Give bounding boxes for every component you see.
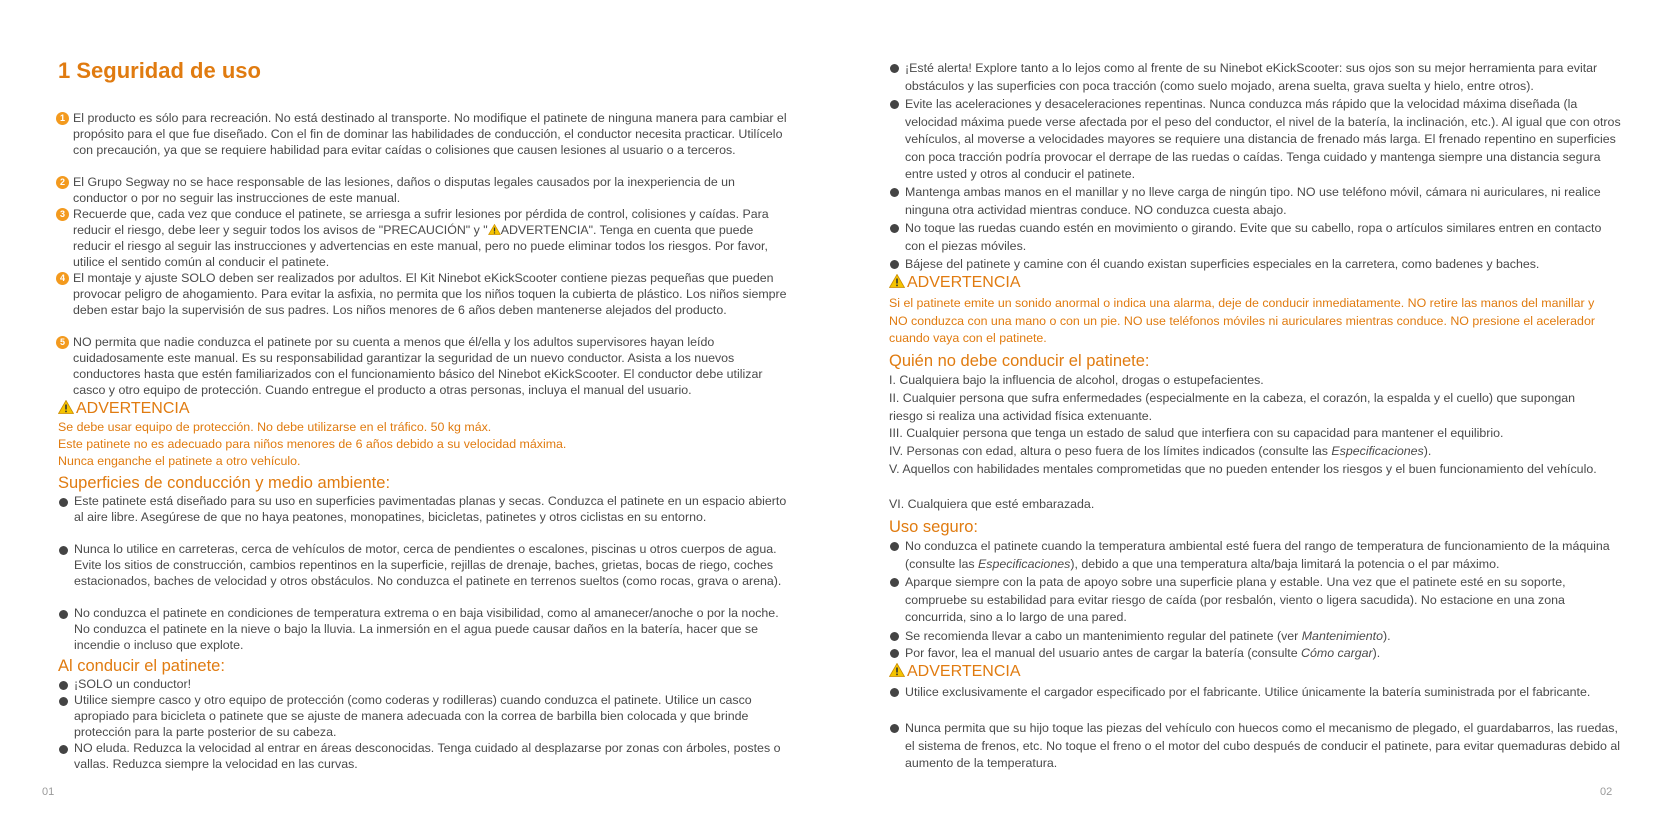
warning-label: ADVERTENCIA [907, 663, 1021, 680]
warning-heading-1 [58, 399, 190, 419]
list-item: Utilice exclusivamente el cargador especificado por el fabricante. Utilice únicamente la batería suministrada por el fabricante. [889, 684, 1623, 702]
numbered-item-5 [56, 335, 788, 399]
list-item: I. Cualquiera bajo la influencia de alcohol, drogas o estupefacientes. [889, 373, 1264, 387]
warning-triangle-icon [889, 274, 905, 288]
warning-triangle-icon [488, 224, 501, 235]
page-number-right: 02 [1600, 786, 1613, 798]
warning-label: ADVERTENCIA [76, 400, 190, 417]
list-item: Aparque siempre con la pata de apoyo sobre una superficie plana y estable. Una vez que el patinete esté en su soporte, compruebe su estabilidad para evitar riesgo de caída (por resbalón, viento o ligera sacudida). No estacione en una zona concurrida, sino a lo largo de una pared. [889, 574, 1623, 627]
numbered-item-text: NO permita que nadie conduzca el patinete por su cuenta a menos que él/ella y los adultos supervisores hayan leído cuidadosamente este manual. Es su responsabilidad garantizar la seguridad de un nuevo conductor. Asista a los nuevos conductores hasta que estén familiarizados con el funcionamiento básico del Ninebot eKickScooter. El conductor debe utilizar casco y otro equipo de protección. Cuando entregue el producto a otras personas, incluya el manual del usuario. [73, 335, 763, 397]
item-text: No conduzca el patinete cuando la temperatura ambiental esté fuera del rango de temperatura de funcionamiento de la máquina (consulte las [905, 539, 1610, 571]
item-text: ), debido a que una temperatura alta/baja limitará la potencia o el par máximo. [1070, 556, 1500, 571]
list-item: Bájese del patinete y camine con él cuando existan superficies especiales en la carretera, como badenes y baches. [889, 256, 1623, 274]
item-text: IV. Personas con edad, altura o peso fuera de los límites indicados (consulte las [889, 444, 1332, 458]
item-link-text: Especificaciones [1331, 444, 1424, 458]
item-text: ). [1372, 646, 1381, 660]
list-item: NO eluda. Reduzca la velocidad al entrar en áreas desconocidas. Tenga cuidado al desplazarse por zonas con árboles, postes o vallas. Reduzca siempre la velocidad en las curvas. [58, 741, 792, 773]
numbered-item-1 [56, 111, 788, 159]
section-heading-surfaces: Superficies de conducción y medio ambiente: [58, 474, 391, 492]
numbered-item-text: El montaje y ajuste SOLO deben ser realizados por adultos. El Kit Ninebot eKickScooter contiene piezas pequeñas que pueden provocar peligro de ahogamiento. Para evitar la asfixia, no permita que los niños toquen la cubierta de plástico. Los niños siempre deben estar bajo la supervisión de sus padres. Los niños menores de 6 años deben mantenerse alejados del producto. [73, 271, 787, 317]
number-badge: 2 [56, 176, 69, 189]
list-item: Utilice siempre casco y otro equipo de protección (como coderas y rodilleras) cuando conduzca el patinete. Utilice un casco apropiado para bicicleta o patinete que se ajuste de manera adecuada con la correa de barbilla bien colocada y que brinde protección para la parte posterior de su cabeza. [58, 693, 792, 741]
list-item [889, 443, 1607, 461]
list-item: No toque las ruedas cuando estén en movimiento o girando. Evite que su cabello, ropa o artículos similares entren en contacto con el piezas móviles. [889, 220, 1623, 255]
warning-label: ADVERTENCIA [907, 274, 1021, 291]
item-text: Por favor, lea el manual del usuario antes de cargar la batería (consulte [905, 646, 1302, 660]
list-item: V. Aquellos con habilidades mentales comprometidas que no pueden entender los riesgos y el buen funcionamiento del vehículo. [889, 462, 1597, 476]
section-heading-riding: Al conducir el patinete: [58, 657, 225, 675]
item-text: Se recomienda llevar a cabo un mantenimiento regular del patinete (ver [905, 629, 1302, 643]
list-item [889, 538, 1623, 573]
list-item [889, 628, 1623, 646]
list-item: Evite las aceleraciones y desaceleraciones repentinas. Nunca conduzca más rápido que la velocidad máxima diseñada (la velocidad máxima puede verse afectada por el peso del conductor, el nivel de la batería, la inclinación, etc.). Al igual que con otros vehículos, al moverse a velocidades mayores se requiere una distancia de frenado más larga. El frenado repentino en superficies con poca tracción podría provocar el derrape de las ruedas o caídas. Tenga cuidado y mantenga siempre una distancia segura entre usted y otros al conducir el patinete. [889, 96, 1623, 184]
numbered-item-4 [56, 271, 788, 319]
warning-heading-2 [889, 273, 1021, 293]
numbered-item-text: El producto es sólo para recreación. No está destinado al transporte. No modifique el patinete de ninguna manera para cambiar el propósito para el que fue diseñado. Con el fin de dominar las habilidades de conducción, el conductor necesita practicar. Utilícelo con precaución, ya que se requiere habilidad para evitar caídas o colisiones que causen lesiones al usuario o a terceros. [73, 111, 787, 157]
warning-heading-3 [889, 662, 1021, 682]
number-badge: 1 [56, 112, 69, 125]
list-item: III. Cualquier persona que tenga un estado de salud que interfiera con su capacidad para mantener el equilibrio. [889, 426, 1504, 440]
warning-triangle-icon [889, 663, 905, 677]
list-item: No conduzca el patinete en condiciones de temperatura extrema o en baja visibilidad, como al amanecer/anoche o por la noche. No conduzca el patinete en la nieve o bajo la lluvia. La inmersión en el agua puede causar daños en la batería, hacer que se incendie o incluso que explote. [58, 606, 792, 654]
numbered-item-text: Recuerde que, cada vez que conduce el patinete, se arriesga a sufrir lesiones por pérdida de control, colisiones y caídas. Para reducir el riesgo, debe leer y seguir todos los avisos de "PRECAUCIÓN" y " [73, 207, 769, 237]
page-title: 1 Seguridad de uso [58, 58, 261, 83]
number-badge: 4 [56, 272, 69, 285]
page-number-left: 01 [42, 786, 55, 798]
item-link-text: Mantenimiento [1301, 629, 1384, 643]
list-item [889, 645, 1623, 663]
number-badge: 3 [56, 208, 69, 221]
warning-text: Si el patinete emite un sonido anormal o indica una alarma, deje de conducir inmediatamente. NO retire las manos del manillar y NO conduzca con una mano o con un pie. NO use teléfonos móviles ni auriculares mientras conduce. NO presione el acelerador cuando vaya con el patinete. [889, 296, 1595, 345]
list-item: ¡Esté alerta! Explore tanto a lo lejos como al frente de su Ninebot eKickScooter: sus ojos son su mejor herramienta para evitar obstáculos y las superficies con poca tracción (como suelo mojado, arena suelta, grava suelta y hielo, entre otros). [889, 60, 1623, 95]
number-badge: 5 [56, 336, 69, 349]
warning-line: Se debe usar equipo de protección. No debe utilizarse en el tráfico. 50 kg máx. [58, 420, 492, 434]
list-item: Mantenga ambas manos en el manillar y no lleve carga de ningún tipo. NO use teléfono móvil, cámara ni auriculares, ni realice ninguna otra actividad mientras conduce. NO conduzca cuesta abajo. [889, 184, 1623, 219]
item-text: ). [1383, 629, 1391, 643]
list-item: VI. Cualquiera que esté embarazada. [889, 497, 1095, 511]
item-link-text: Cómo cargar [1301, 646, 1373, 660]
warning-line: Este patinete no es adecuado para niños menores de 6 años debido a su velocidad máxima. [58, 437, 567, 451]
numbered-item-2 [56, 175, 788, 207]
section-heading-who: Quién no debe conducir el patinete: [889, 352, 1150, 370]
item-text: ). [1423, 444, 1432, 458]
list-item: Este patinete está diseñado para su uso en superficies pavimentadas planas y secas. Conduzca el patinete en un espacio abierto al aire libre. Asegúrese de que no haya peatones, monopatines, bicicletas, patinetes y otros ciclistas en su entorno. [58, 494, 792, 526]
item-link-text: Especificaciones [978, 556, 1071, 571]
list-item: Nunca lo utilice en carreteras, cerca de vehículos de motor, cerca de pendientes o escalones, piscinas u otros cuerpos de agua. Evite los sitios de construcción, cambios repentinos en la superficie, rejillas de drenaje, baches, grietas, bocas de riego, coches estacionados, baches de velocidad y otros obstáculos. No conduzca el patinete en terrenos sueltos (como rocas, grava o arena). [58, 542, 792, 590]
numbered-item-text: ADVERTENCIA". Tenga en cuenta que puede reducir el riesgo al seguir las instrucciones y advertencias en este manual, pero no puede eliminar todos los riesgos. Por favor, utilice el sentido común al conducir el patinete. [73, 222, 768, 269]
numbered-item-text: El Grupo Segway no se hace responsable de las lesiones, daños o disputas legales causados por la inexperiencia de un conductor o por no seguir las instrucciones de este manual. [73, 175, 735, 205]
warning-triangle-icon [58, 400, 74, 414]
list-item: II. Cualquier persona que sufra enfermedades (especialmente en la cabeza, el corazón, la espalda y el cuello) que supongan riesgo si realiza una actividad física extenuante. [889, 391, 1576, 423]
section-heading-safe: Uso seguro: [889, 518, 978, 536]
list-item: Nunca permita que su hijo toque las piezas del vehículo con huecos como el mecanismo de plegado, el guardabarros, las ruedas, el sistema de frenos, etc. No toque el freno o el motor del cubo después de conducir el patinete, para evitar quemaduras debido al aumento de la temperatura. [889, 720, 1623, 773]
list-item: ¡SOLO un conductor! [58, 677, 792, 693]
numbered-item-3 [56, 207, 788, 271]
warning-line: Nunca enganche el patinete a otro vehículo. [58, 454, 301, 468]
